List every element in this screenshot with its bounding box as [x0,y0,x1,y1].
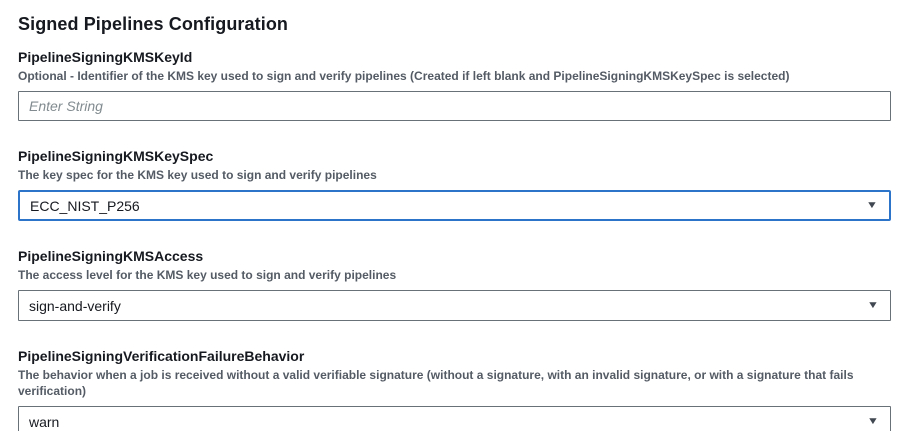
kms-key-spec-select[interactable] [18,190,891,221]
verification-failure-behavior-select[interactable] [18,406,891,431]
field-description: The behavior when a job is received without a valid verifiable signature (without a signature, with an invalid signature, or with a signature that fails verification) [18,368,854,398]
field-group-verification-failure-behavior [18,347,891,431]
field-description: The access level for the KMS key used to sign and verify pipelines [18,268,397,282]
page-title: Signed Pipelines Configuration [18,14,289,34]
select-value: warn [29,413,60,430]
field-label: PipelineSigningKMSAccess [18,248,204,264]
field-group-kms-access [18,247,891,321]
field-label: PipelineSigningVerificationFailureBehavior [18,348,305,364]
dropdown-arrow-icon: ▼ [866,299,880,311]
kms-key-id-input[interactable] [18,91,891,121]
select-value: ECC_NIST_P256 [30,197,140,214]
field-label: PipelineSigningKMSKeyId [18,49,193,65]
dropdown-arrow-icon: ▼ [866,415,880,427]
field-group-kms-key-spec [18,147,891,221]
dropdown-arrow-icon: ▼ [865,199,879,211]
field-label: PipelineSigningKMSKeySpec [18,148,214,164]
kms-access-select[interactable] [18,290,891,321]
field-group-kms-key-id [18,48,891,121]
field-description: The key spec for the KMS key used to sign and verify pipelines [18,168,377,182]
field-description: Optional - Identifier of the KMS key used to sign and verify pipelines (Created if left blank and PipelineSigningKMSKeySpec is selected) [18,69,790,83]
select-value: sign-and-verify [29,297,121,314]
